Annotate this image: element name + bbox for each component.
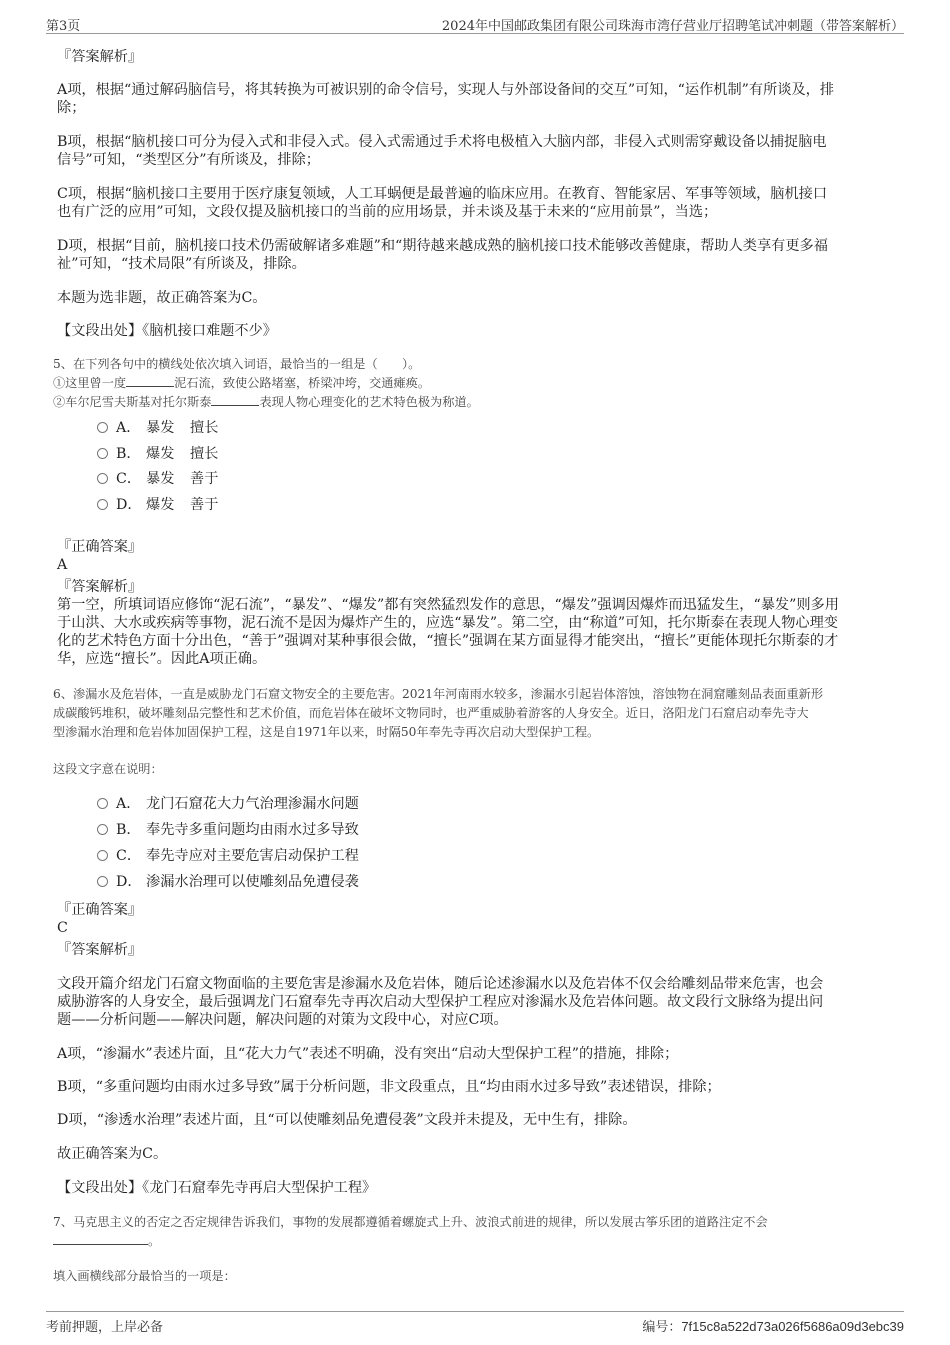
q6-option-a-analysis: A项，“渗漏水”表述片面，且“花大力气”表述不明确，没有突出“启动大型保护工程”的措施，排除； <box>57 1046 679 1062</box>
option-key: C． <box>116 471 142 487</box>
q6-conclusion: 故正确答案为C。 <box>57 1146 168 1162</box>
q6-option-b[interactable] <box>97 820 359 840</box>
q6-source: 【文段出处】《龙门石窟奉先寺再启大型保护工程》 <box>57 1180 377 1196</box>
option-text: 渗漏水治理可以使雕刻品免遭侵袭 <box>146 874 359 890</box>
option-word-1: 爆发 <box>146 497 175 513</box>
option-word-2: 擅长 <box>190 420 219 436</box>
q7-stem <box>53 1213 898 1251</box>
q6-option-d-analysis: D项，“渗透水治理”表述片面，且“可以使雕刻品免遭侵袭”文段并未提及，无中生有，排除。 <box>57 1112 637 1128</box>
q5-sentence-1 <box>53 374 898 393</box>
document-title: 2024年中国邮政集团有限公司珠海市湾仔营业厅招聘笔试冲刺题（带答案解析） <box>441 19 904 34</box>
q5-blank-2 <box>211 393 259 406</box>
q6-answer: C <box>57 920 68 936</box>
q4-option-c-analysis <box>57 185 892 221</box>
q5-s2-pre: ②车尔尼雪夫斯基对托尔斯泰 <box>53 395 212 409</box>
q6-stem-line2: 成碳酸钙堆积，破坏雕刻品完整性和艺术价值，而危岩体在破坏文物同时，也严重威胁着游客的人身安全。近日，洛阳龙门石窟启动奉先寺大 <box>53 706 809 720</box>
q5-sentence-2 <box>53 393 898 412</box>
q4-d-line1: D项，根据“目前，脑机接口技术仍需破解诸多难题”和“期待越来越成熟的脑机接口技术能够改善健康，帮助人类享有更多福 <box>57 238 828 254</box>
q5-s1-post: 泥石流，致使公路堵塞，桥梁冲垮，交通瘫痪。 <box>174 376 431 390</box>
footer-slogan: 考前押题，上岸必备 <box>46 1320 164 1335</box>
q6-option-a[interactable] <box>97 794 359 814</box>
q6-option-b-analysis: B项，“多重问题均由雨水过多导致”属于分析问题，非文段重点，且“均由雨水过多导致”表述错误，排除； <box>57 1079 721 1095</box>
q5-s2-post: 表现人物心理变化的艺术特色极为称道。 <box>259 395 479 409</box>
q5-analysis-line1: 第一空，所填词语应修饰“泥石流”，“暴发”、“爆发”都有突然猛烈发作的意思，“爆发”强调因爆炸而迅猛发生，“暴发”则多用 <box>57 597 839 613</box>
q4-b-line1: B项，根据“脑机接口可分为侵入式和非侵入式。侵入式需通过手术将电极植入大脑内部，非侵入式则需穿戴设备以捕捉脑电 <box>57 134 827 150</box>
q4-analysis-label: 『答案解析』 <box>57 49 143 65</box>
option-key: D． <box>116 874 142 890</box>
q6-stem-line1: 6、渗漏水及危岩体，一直是威胁龙门石窟文物安全的主要危害。2021年河南雨水较多，渗漏水引起岩体溶蚀，溶蚀物在洞窟雕刻品表面重新形 <box>53 687 824 701</box>
option-word-2: 善于 <box>190 497 219 513</box>
q5-s1-pre: ①这里曾一度 <box>53 376 127 390</box>
radio-icon[interactable] <box>97 798 108 809</box>
q6-analysis-label: 『答案解析』 <box>57 942 143 958</box>
q6-stem <box>53 685 898 742</box>
option-key: A． <box>116 420 141 436</box>
q5-answer-label: 『正确答案』 <box>57 539 143 555</box>
option-word-1: 暴发 <box>146 420 175 436</box>
radio-icon[interactable] <box>97 850 108 861</box>
q4-source: 【文段出处】《脑机接口难题不少》 <box>57 323 277 339</box>
q6-analysis-line1: 文段开篇介绍龙门石窟文物面临的主要危害是渗漏水及危岩体，随后论述渗漏水以及危岩体不仅会给雕刻品带来危害，也会 <box>57 976 824 992</box>
q6-analysis <box>57 975 892 1029</box>
q4-a-line1: A项，根据“通过解码脑信号，将其转换为可被识别的命令信号，实现人与外部设备间的交互”可知，“运作机制”有所谈及，排 <box>57 82 835 98</box>
radio-icon[interactable] <box>97 473 108 484</box>
q4-option-b-analysis <box>57 133 892 169</box>
q6-stem-line3: 型渗漏水治理和危岩体加固保护工程，这是自1971年以来，时隔50年奉先寺再次启动大型保护工程。 <box>53 725 600 739</box>
q6-analysis-line3: 题——分析问题——解决问题，解决问题的对策为文段中心，对应C项。 <box>57 1012 508 1028</box>
q5-analysis-line3: 化的艺术特色方面十分出色，“善于”强调对某种事很会做，“擅长”强调在某方面显得才能突出，“擅长”更能体现托尔斯泰的才 <box>57 633 839 649</box>
q7-question: 填入画横线部分最恰当的一项是： <box>53 1269 236 1283</box>
q6-option-d[interactable] <box>97 872 359 892</box>
q4-c-line1: C项，根据“脑机接口主要用于医疗康复领域，人工耳蜗便是最普遍的临床应用。在教育、智能家居、军事等领域，脑机接口 <box>57 186 828 202</box>
q7-stem-blank-line <box>53 1232 898 1251</box>
option-key: B． <box>116 446 141 462</box>
option-key: B． <box>116 822 141 838</box>
q4-c-line2: 也有广泛的应用”可知，文段仅提及脑机接口的当前的应用场景，并未谈及基于未来的“应用前景”，当选； <box>57 204 718 220</box>
q6-question: 这段文字意在说明： <box>53 762 163 776</box>
option-word-2: 擅长 <box>190 446 219 462</box>
q5-analysis <box>57 596 892 668</box>
q5-analysis-label: 『答案解析』 <box>57 579 143 595</box>
q4-option-a-analysis <box>57 81 892 117</box>
page-footer <box>46 1311 904 1334</box>
page-header <box>46 13 904 34</box>
q7-stem-text: 7、马克思主义的否定之否定规律告诉我们，事物的发展都遵循着螺旋式上升、波浪式前进的规律，所以发展古筝乐团的道路注定不会 <box>53 1215 768 1229</box>
option-text: 奉先寺应对主要危害启动保护工程 <box>146 848 359 864</box>
option-key: D． <box>116 497 142 513</box>
q4-b-line2: 信号”可知，“类型区分”有所谈及，排除； <box>57 152 320 168</box>
q5-analysis-line2: 于山洪、大水或疾病等事物，泥石流不是因为爆炸产生的，应选“暴发”。第二空，由“称道”可知，托尔斯泰在表现人物心理变 <box>57 615 838 631</box>
q5-option-c[interactable] <box>97 469 218 489</box>
q5-stem <box>53 355 898 412</box>
option-key: A． <box>116 796 141 812</box>
option-word-1: 爆发 <box>146 446 175 462</box>
option-text: 奉先寺多重问题均由雨水过多导致 <box>146 822 359 838</box>
option-text: 龙门石窟花大力气治理渗漏水问题 <box>146 796 359 812</box>
q5-blank-1 <box>126 374 174 387</box>
q4-option-d-analysis <box>57 237 892 273</box>
footer-code-value: 7f15c8a522d73a026f5686a09d3ebc39 <box>681 1319 904 1334</box>
q7-stem-end: 。 <box>148 1234 161 1248</box>
radio-icon[interactable] <box>97 499 108 510</box>
q5-stem-text: 5、在下列各句中的横线处依次填入词语，最恰当的一组是（ ）。 <box>53 357 421 371</box>
q5-analysis-line4: 华，应选“擅长”。因此A项正确。 <box>57 651 267 667</box>
footer-code <box>642 1316 904 1335</box>
q5-answer: A <box>57 557 68 573</box>
radio-icon[interactable] <box>97 876 108 887</box>
page-number: 第3页 <box>46 19 81 34</box>
option-word-1: 暴发 <box>146 471 175 487</box>
q4-d-line2: 祉”可知，“技术局限”有所谈及，排除。 <box>57 256 306 272</box>
option-key: C． <box>116 848 142 864</box>
q5-option-b[interactable] <box>97 444 218 464</box>
radio-icon[interactable] <box>97 448 108 459</box>
option-word-2: 善于 <box>190 471 219 487</box>
q5-option-d[interactable] <box>97 495 218 515</box>
q5-option-a[interactable] <box>97 418 218 438</box>
footer-code-label: 编号： <box>642 1320 682 1335</box>
radio-icon[interactable] <box>97 824 108 835</box>
q6-analysis-line2: 威胁游客的人身安全，最后强调龙门石窟奉先寺再次启动大型保护工程应对渗漏水及危岩体问题。故文段行文脉络为提出问 <box>57 994 824 1010</box>
q6-option-c[interactable] <box>97 846 359 866</box>
q4-a-line2: 除； <box>57 100 86 116</box>
q6-answer-label: 『正确答案』 <box>57 902 143 918</box>
q7-blank <box>53 1232 148 1245</box>
radio-icon[interactable] <box>97 422 108 433</box>
q4-conclusion: 本题为选非题，故正确答案为C。 <box>57 290 267 306</box>
